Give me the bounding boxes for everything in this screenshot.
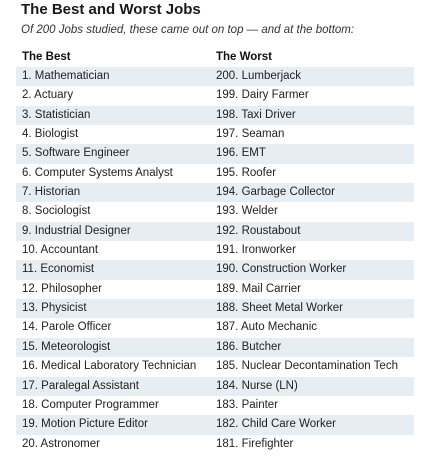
worst-job-cell: 195. Roofer xyxy=(216,166,277,179)
worst-job-cell: 183. Painter xyxy=(216,398,279,411)
worst-job-cell: 188. Sheet Metal Worker xyxy=(216,302,343,315)
best-job-cell: 17. Paralegal Assistant xyxy=(22,379,139,392)
worst-job-cell: 193. Welder xyxy=(216,205,278,218)
column-header-worst: The Worst xyxy=(216,51,273,63)
best-job-cell: 8. Sociologist xyxy=(22,205,91,218)
table-row xyxy=(16,338,414,357)
best-job-cell: 1. Mathematician xyxy=(22,70,110,82)
best-job-cell: 19. Motion Picture Editor xyxy=(22,418,148,431)
best-job-cell: 5. Software Engineer xyxy=(22,147,130,160)
best-job-cell: 11. Economist xyxy=(22,263,95,276)
worst-job-cell: 194. Garbage Collector xyxy=(216,186,335,199)
worst-job-cell: 184. Nurse (LN) xyxy=(216,379,298,392)
column-header-best: The Best xyxy=(22,51,71,63)
worst-job-cell: 197. Seaman xyxy=(216,128,285,141)
worst-job-cell: 196. EMT xyxy=(216,147,266,160)
table-row xyxy=(16,260,414,279)
best-job-cell: 6. Computer Systems Analyst xyxy=(22,166,173,179)
jobs-rows xyxy=(16,67,414,454)
best-job-cell: 7. Historian xyxy=(22,186,81,199)
worst-job-cell: 187. Auto Mechanic xyxy=(216,321,318,334)
best-job-cell: 14. Parole Officer xyxy=(22,321,112,334)
table-row xyxy=(16,241,414,260)
worst-job-cell: 186. Butcher xyxy=(216,340,282,353)
best-job-cell: 20. Astronomer xyxy=(22,437,100,450)
worst-job-cell: 181. Firefighter xyxy=(216,437,294,450)
table-row xyxy=(16,318,414,337)
worst-job-cell: 191. Ironworker xyxy=(216,244,296,257)
best-job-cell: 2. Actuary xyxy=(22,89,74,102)
worst-job-cell: 200. Lumberjack xyxy=(216,70,302,82)
table-row xyxy=(16,67,414,86)
worst-job-cell: 198. Taxi Driver xyxy=(216,108,296,121)
best-job-cell: 4. Biologist xyxy=(22,128,79,141)
table-row xyxy=(16,222,414,241)
worst-job-cell: 189. Mail Carrier xyxy=(216,282,301,295)
page-subtitle: Of 200 Jobs studied, these came out on top — and at the bottom: xyxy=(21,24,355,36)
best-job-cell: 10. Accountant xyxy=(22,244,99,257)
table-row xyxy=(16,299,414,318)
worst-job-cell: 190. Construction Worker xyxy=(216,263,347,276)
table-row xyxy=(16,435,414,454)
page-title: The Best and Worst Jobs xyxy=(21,1,201,18)
table-row xyxy=(16,106,414,125)
best-job-cell: 13. Physicist xyxy=(22,302,87,315)
table-row xyxy=(16,202,414,221)
best-job-cell: 16. Medical Laboratory Technician xyxy=(22,360,197,373)
table-row xyxy=(16,396,414,415)
column-headers xyxy=(0,50,428,64)
best-job-cell: 9. Industrial Designer xyxy=(22,224,131,237)
table-row xyxy=(16,144,414,163)
table-row xyxy=(16,183,414,202)
table-row xyxy=(16,377,414,396)
worst-job-cell: 192. Roustabout xyxy=(216,224,301,237)
best-job-cell: 12. Philosopher xyxy=(22,282,102,295)
worst-job-cell: 182. Child Care Worker xyxy=(216,418,336,431)
table-row xyxy=(16,415,414,434)
table-row xyxy=(16,164,414,183)
table-row xyxy=(16,357,414,376)
best-job-cell: 15. Meteorologist xyxy=(22,340,111,353)
best-job-cell: 18. Computer Programmer xyxy=(22,398,159,411)
best-job-cell: 3. Statistician xyxy=(22,108,91,121)
table-row xyxy=(16,86,414,105)
table-row xyxy=(16,125,414,144)
worst-job-cell: 185. Nuclear Decontamination Tech xyxy=(216,360,398,373)
worst-job-cell: 199. Dairy Farmer xyxy=(216,89,309,102)
table-row xyxy=(16,280,414,299)
